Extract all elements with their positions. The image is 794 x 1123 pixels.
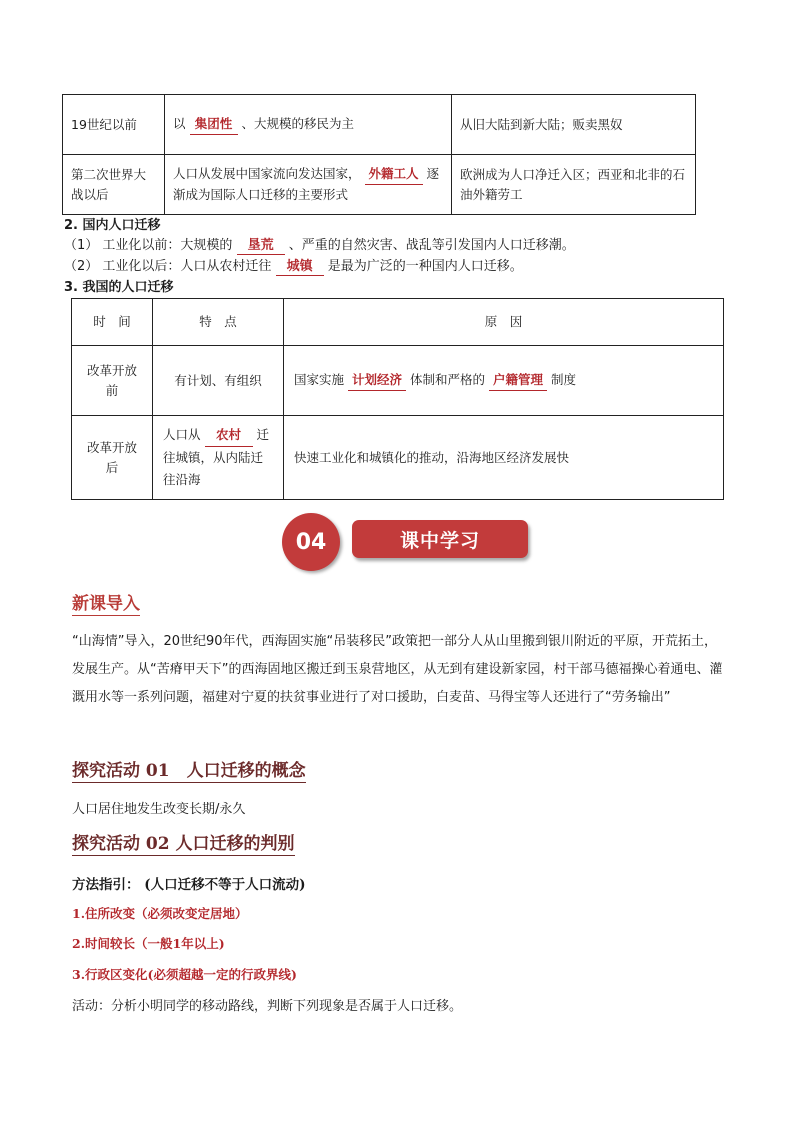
intro-heading-wrap [72, 593, 140, 616]
intro-title: 新课导入 [72, 594, 140, 614]
table-row [63, 155, 696, 215]
column-header-reason: 原 因 [284, 299, 724, 346]
feature-cell: 人口从发展中国家流向发达国家， 外籍工人 逐渐成为国际人口迁移的主要形式 [165, 155, 452, 215]
answer-blank: 垦荒 [237, 237, 285, 255]
table-row [72, 346, 724, 416]
activity1-title: 探究活动 01 人口迁移的概念 [72, 761, 306, 781]
rule-item: 2.时间较长（一般1年以上) [72, 936, 225, 951]
reason-cell: 从旧大陆到新大陆；贩卖黑奴 [452, 95, 696, 155]
reason-cell: 欧洲成为人口净迁入区；西亚和北非的石油外籍劳工 [452, 155, 696, 215]
domestic-item-1: （1） 工业化以前：大规模的 垦荒 、严重的自然灾害、战乱等引发国内人口迁移潮。 [64, 238, 575, 253]
column-header-feature: 特 点 [153, 299, 284, 346]
reason-cell: 快速工业化和城镇化的推动，沿海地区经济发展快 [284, 416, 724, 500]
china-title: 3. 我国的人口迁移 [64, 280, 174, 295]
answer-blank: 计划经济 [348, 370, 406, 391]
activity2-heading-wrap [72, 833, 295, 856]
time-cell: 19世纪以前 [63, 95, 165, 155]
column-header-time: 时 间 [72, 299, 153, 346]
section-banner [282, 511, 532, 575]
table-row [72, 416, 724, 500]
answer-blank: 外籍工人 [365, 164, 423, 185]
domestic-item-2: （2） 工业化以后：人口从农村迁往 城镇 是最为广泛的一种国内人口迁移。 [64, 259, 523, 274]
activity2-title: 探究活动 02 人口迁移的判别 [72, 834, 295, 854]
answer-blank: 农村 [205, 424, 253, 447]
china-migration-table [71, 298, 724, 500]
activity1-heading-wrap [72, 760, 306, 783]
banner-number-badge [282, 513, 340, 571]
answer-blank: 城镇 [276, 258, 324, 276]
answer-blank: 集团性 [190, 114, 238, 135]
feature-cell: 有计划、有组织 [153, 346, 284, 416]
time-cell: 改革开放后 [72, 416, 153, 500]
banner-label: 课中学习 [399, 529, 480, 552]
rule-item: 1.住所改变（必须改变定居地） [72, 906, 248, 921]
method-guide: 方法指引： (人口迁移不等于人口流动) [72, 877, 306, 893]
answer-blank: 户籍管理 [489, 370, 547, 391]
feature-cell: 以 集团性 、大规模的移民为主 [165, 95, 452, 155]
reason-cell: 国家实施 计划经济 体制和严格的 户籍管理 制度 [284, 346, 724, 416]
intro-text: “山海情”导入，20世纪90年代，西海固实施“吊装移民”政策把一部分人从山里搬到银川附近的平原，开荒拓土，发展生产。从“苦瘠甲天下”的西海固地区搬迁到玉泉营地区，从无到有建设新家园，村干部马德福操心着通电、灌溉用水等一系列问题，福建对宁夏的扶贫事业进行了对口援助，白麦苗、马得宝等人还进行了“劳务输出” [72, 634, 723, 705]
activity1-text: 人口居住地发生改变长期/永久 [72, 802, 246, 817]
activity2-task: 活动：分析小明同学的移动路线，判断下列现象是否属于人口迁移。 [72, 999, 463, 1014]
feature-cell: 人口从 农村 迁往城镇，从内陆迁往沿海 [153, 416, 284, 500]
domestic-title: 2. 国内人口迁移 [64, 218, 161, 233]
table-row [63, 95, 696, 155]
international-migration-table [62, 94, 696, 215]
time-cell: 第二次世界大战以后 [63, 155, 165, 215]
table-header-row [72, 299, 724, 346]
banner-label-box [352, 520, 528, 558]
banner-number: 04 [295, 529, 327, 555]
rule-item: 3.行政区变化(必须超越一定的行政界线) [72, 967, 297, 982]
time-cell: 改革开放前 [72, 346, 153, 416]
